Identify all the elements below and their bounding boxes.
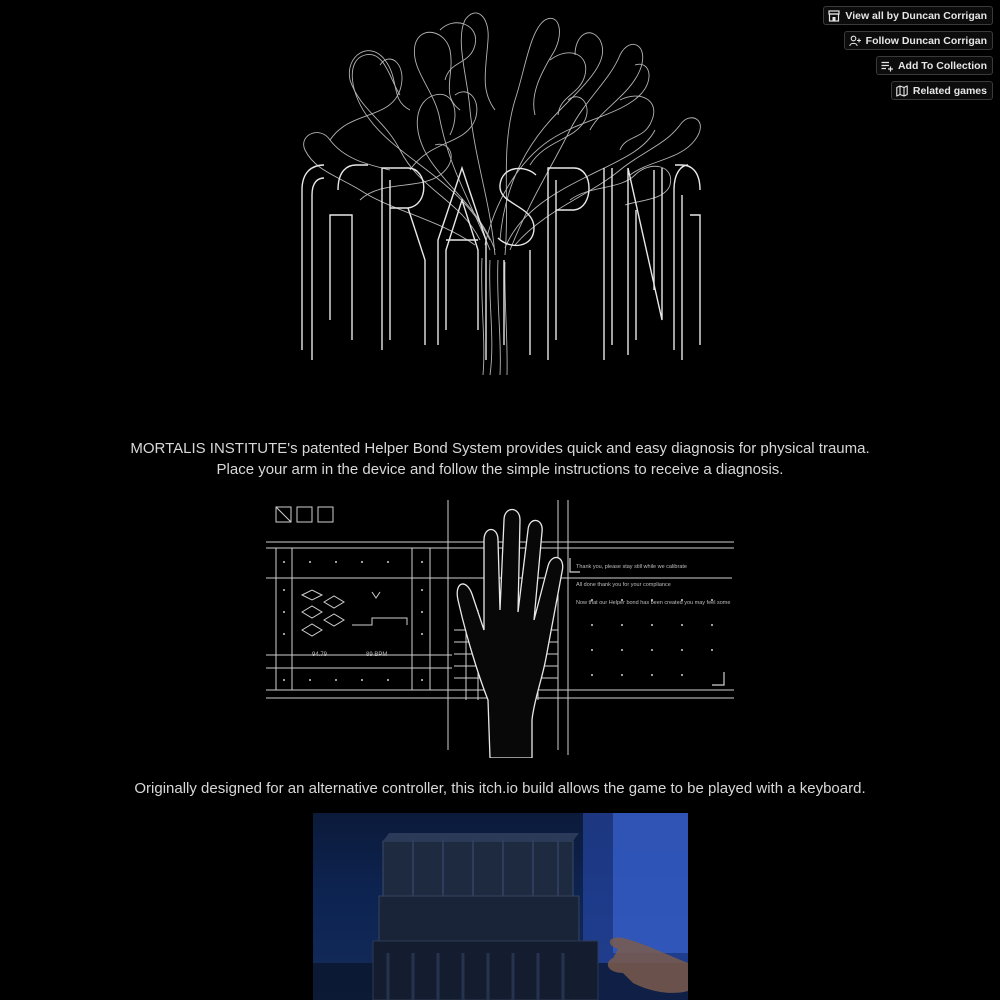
controller-device (373, 833, 598, 1000)
heart-monitor-widget (302, 590, 407, 636)
controller-photo (313, 813, 688, 1000)
view-all-label: View all by Duncan Corrigan (845, 9, 987, 22)
follow-label: Follow Duncan Corrigan (865, 34, 987, 47)
add-to-collection-button[interactable] (876, 56, 993, 75)
store-icon (828, 10, 840, 22)
game-description (0, 438, 1000, 480)
description-line-1: MORTALIS INSTITUTE's patented Helper Bond System provides quick and easy diagnosis for physical trauma. (130, 440, 870, 457)
related-games-label: Related games (912, 84, 987, 97)
playlist-add-icon (881, 60, 893, 72)
hud-message-3: Now that our Helper bond has been created you may feel some (576, 600, 731, 606)
related-games-button[interactable] (891, 81, 993, 100)
hud-message-1: Thank you, please stay still while we calibrate (576, 564, 687, 570)
banner-title-text: GRASPING (497, 385, 503, 386)
add-user-icon (849, 35, 861, 47)
follow-button[interactable] (844, 31, 993, 50)
hud-message-2: All done thank you for your compliance (576, 582, 671, 588)
grasping-title-logo (302, 165, 700, 360)
view-all-button[interactable] (823, 6, 993, 25)
user-tools (823, 6, 993, 100)
game-banner (290, 0, 710, 390)
description-line-2: Place your arm in the device and follow the simple instructions to receive a diagnosis. (216, 461, 784, 478)
scanned-hand (457, 510, 563, 759)
map-icon (896, 85, 908, 97)
description-line-3: Originally designed for an alternative controller, this itch.io build allows the game to be played with a keyboard. (134, 780, 866, 797)
readout-left: 94.79 (312, 652, 328, 658)
readout-bpm: 89 BPM (366, 652, 388, 658)
gameplay-screenshot (262, 490, 738, 758)
add-to-collection-label: Add To Collection (897, 59, 987, 72)
controller-note (0, 778, 1000, 799)
